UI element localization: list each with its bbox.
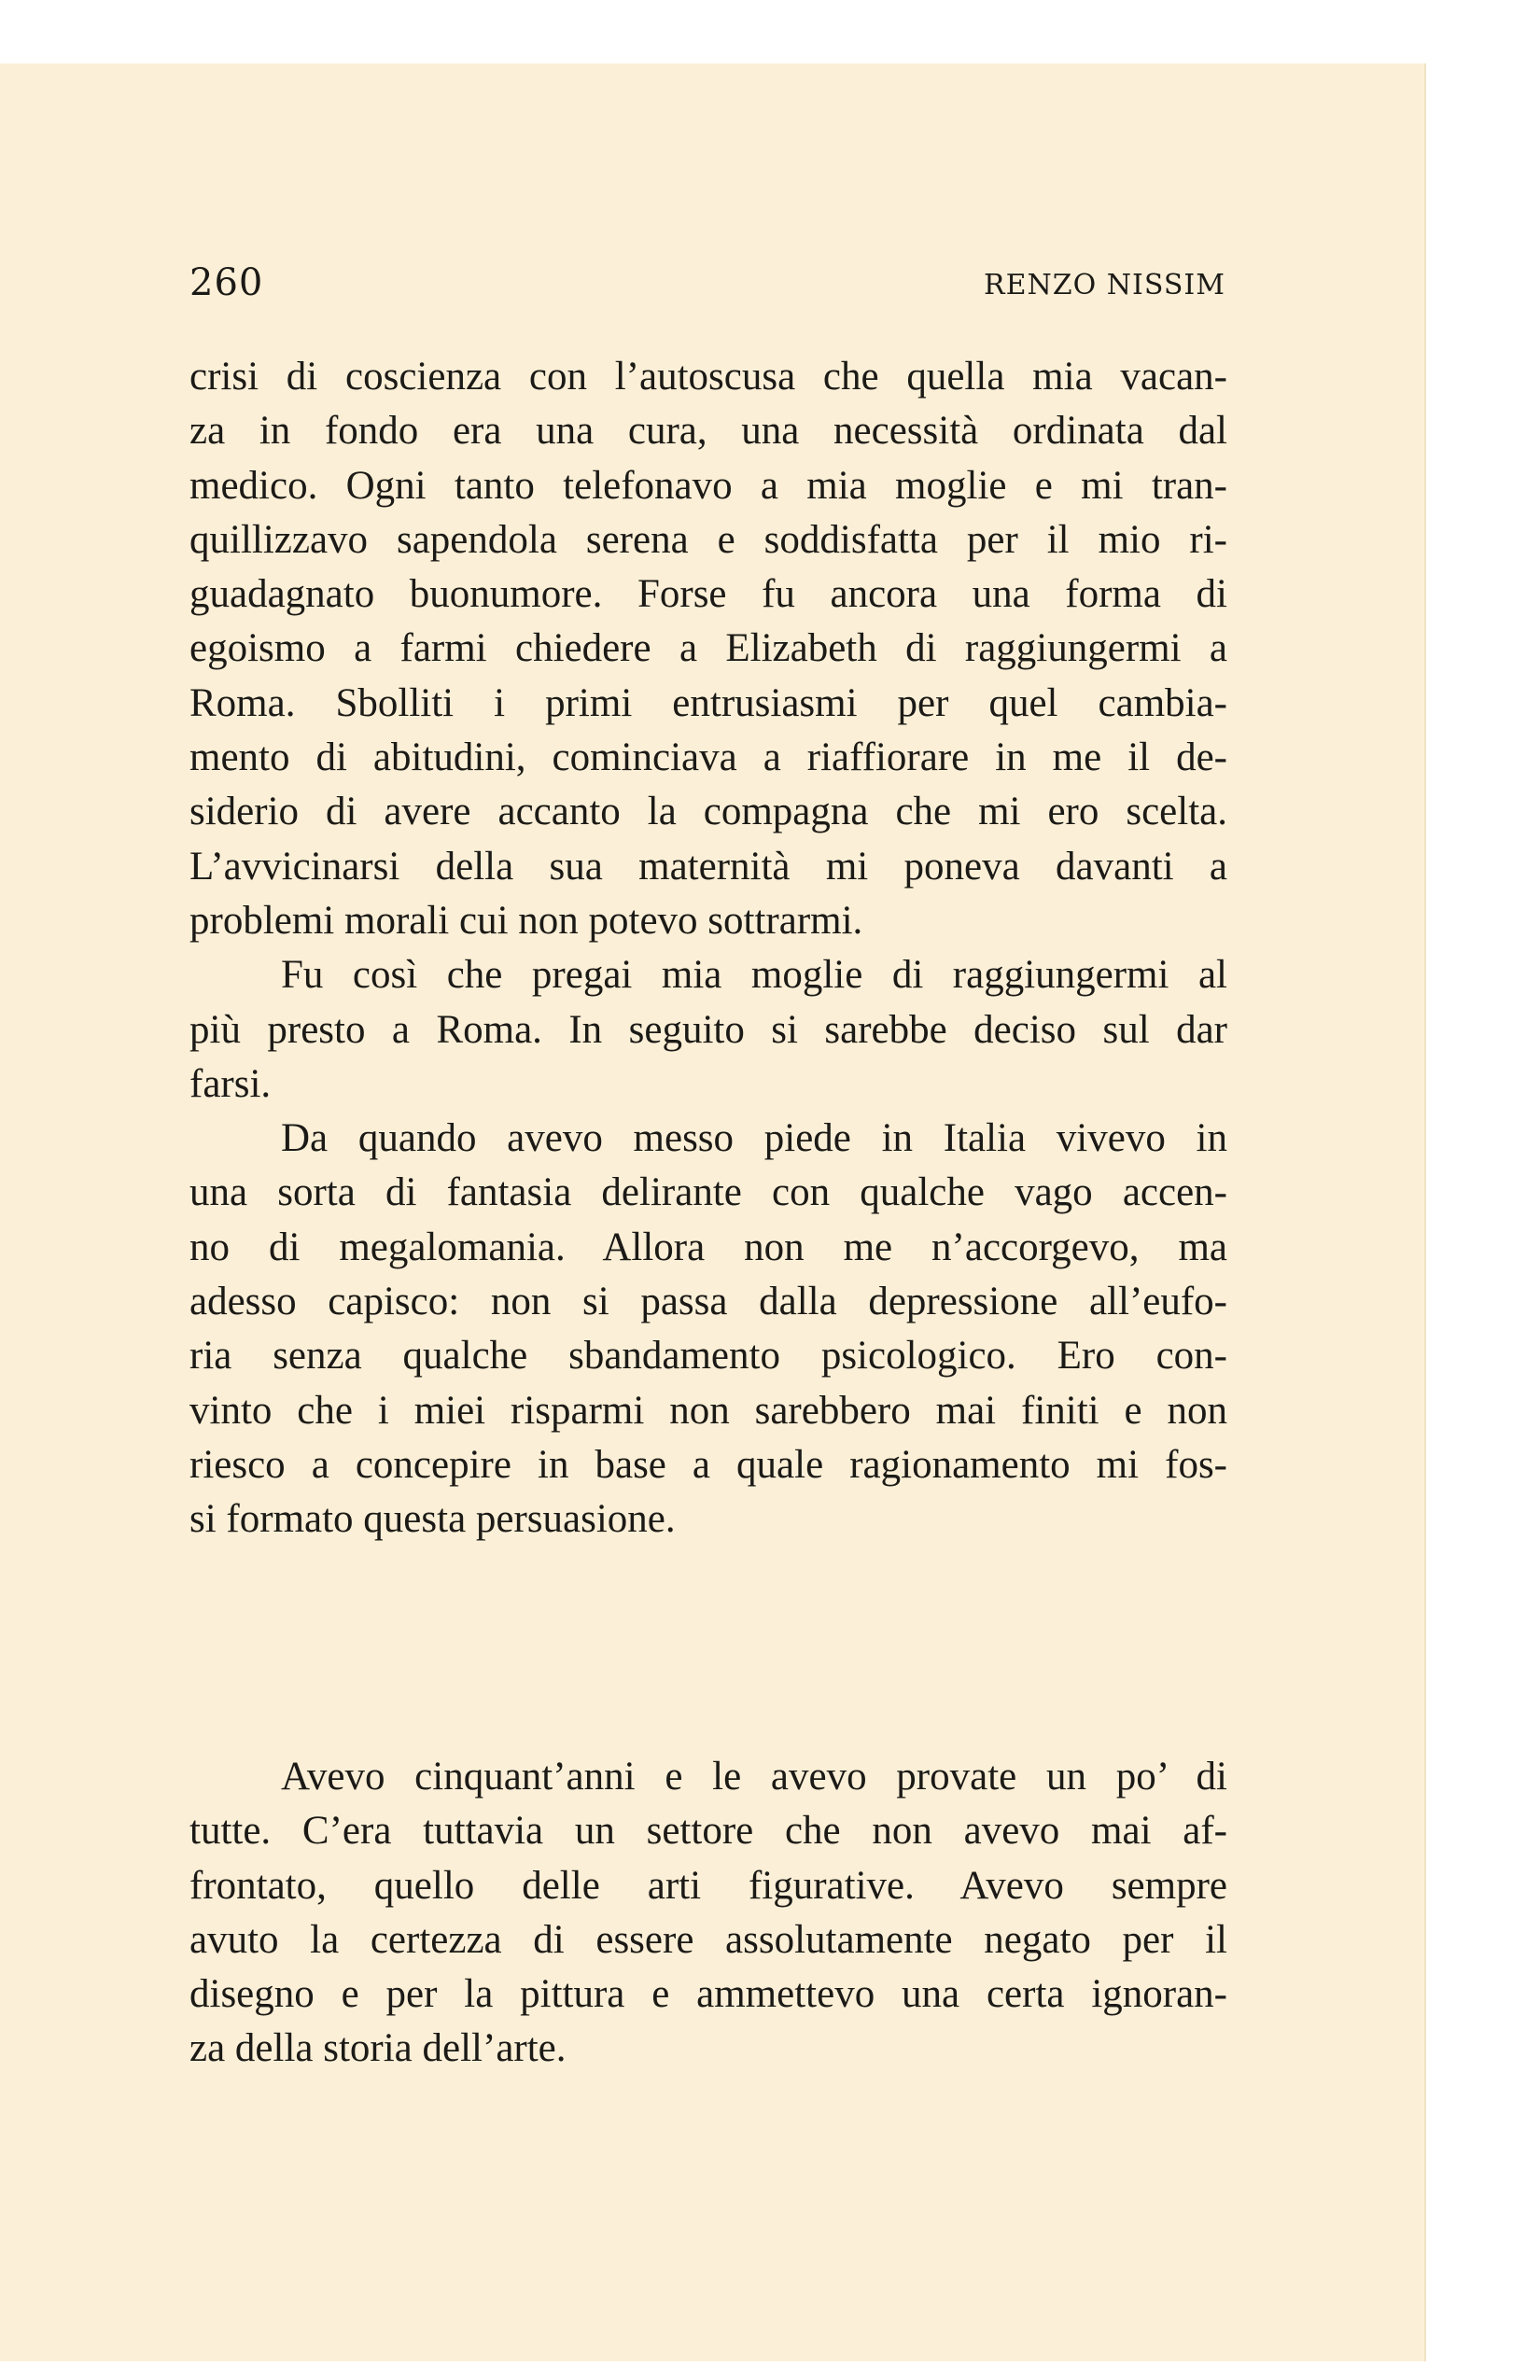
text-line: farsi.: [189, 1061, 272, 1106]
text-line: no di megalomania. Allora non me n’accorgevo, ma: [189, 1225, 1227, 1269]
text-line: siderio di avere accanto la compagna che mi ero scelta.: [189, 790, 1227, 834]
page-header: [189, 261, 1225, 317]
text-line: mento di abitudini, cominciava a riaffiorare in me il de-: [189, 735, 1227, 780]
body-text-lower: [189, 1750, 1227, 2077]
text-line: guadagnato buonumore. Forse fu ancora una forma di: [189, 572, 1227, 617]
running-head: RENZO NISSIM: [984, 269, 1225, 301]
text-line: crisi di coscienza con l’autoscusa che quella mia vacan-: [189, 355, 1227, 399]
page-number: 260: [189, 261, 264, 304]
text-line: za della storia dell’arte.: [189, 2026, 567, 2071]
text-line: frontato, quello delle arti figurative. Avevo sempre: [189, 1863, 1227, 1908]
text-line: Roma. Sbolliti i primi entrusiasmi per quel cambia-: [189, 680, 1227, 725]
text-line: ria senza qualche sbandamento psicologico. Ero con-: [189, 1334, 1227, 1379]
text-line: Avevo cinquant’anni e le avevo provate un po’ di: [281, 1755, 1227, 1799]
text-line: egoismo a farmi chiedere a Elizabeth di raggiungermi a: [189, 626, 1227, 671]
text-line: quillizzavo sapendola serena e soddisfatta per il mio ri-: [189, 517, 1227, 562]
text-line: problemi morali cui non potevo sottrarmi.: [189, 898, 863, 943]
text-line: medico. Ogni tanto telefonavo a mia moglie e mi tran-: [189, 463, 1227, 508]
text-line: disegno e per la pittura e ammettevo una certa ignoran-: [189, 1972, 1227, 2017]
text-line: Fu così che pregai mia moglie di raggiungermi al: [281, 953, 1227, 998]
text-line: za in fondo era una cura, una necessità ordinata dal: [189, 409, 1227, 454]
body-text-upper: [189, 350, 1227, 1547]
text-line: tutte. C’era tuttavia un settore che non avevo mai af-: [189, 1809, 1227, 1854]
text-line: avuto la certezza di essere assolutamente negato per il: [189, 1917, 1227, 1962]
text-line: adesso capisco: non si passa dalla depressione all’eufo-: [189, 1280, 1227, 1324]
text-line: vinto che i miei risparmi non sarebbero mai finiti e non: [189, 1388, 1227, 1433]
text-line: una sorta di fantasia delirante con qualche vago accen-: [189, 1170, 1227, 1215]
text-line: si formato questa persuasione.: [189, 1497, 676, 1542]
text-line: più presto a Roma. In seguito si sarebbe deciso sul dar: [189, 1007, 1227, 1052]
text-line: Da quando avevo messo piede in Italia vivevo in: [281, 1116, 1227, 1161]
text-line: L’avvicinarsi della sua maternità mi poneva davanti a: [189, 844, 1227, 889]
text-line: riesco a concepire in base a quale ragionamento mi fos-: [189, 1442, 1227, 1487]
